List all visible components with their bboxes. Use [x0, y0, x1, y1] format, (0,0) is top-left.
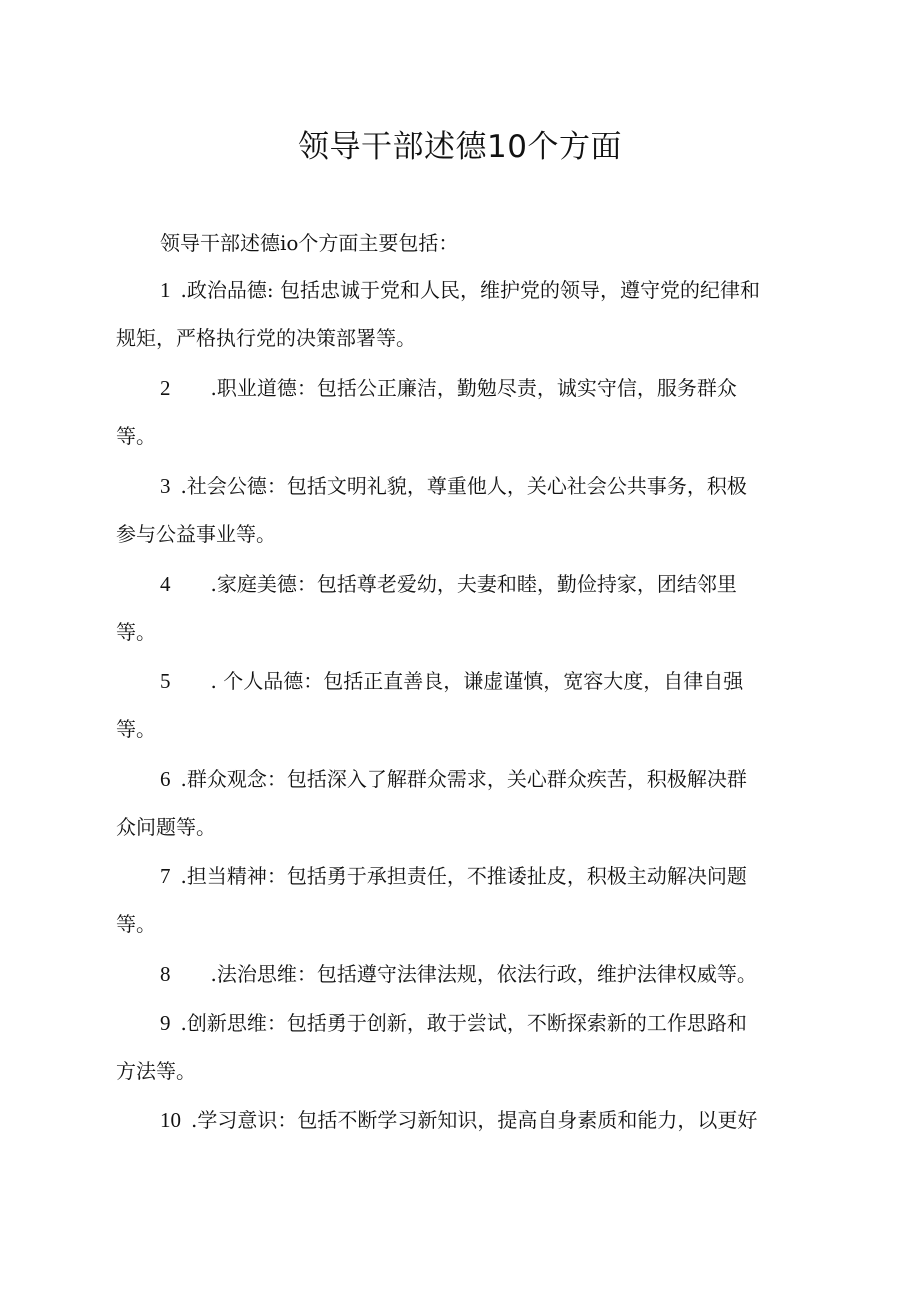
- list-item-line: [160, 764, 747, 794]
- item-number: 9: [160, 1011, 171, 1035]
- item-text: .政治品德: 包括忠诚于党和人民，维护党的领导，遵守党的纪律和: [180, 278, 760, 302]
- document-title: 领导干部述德10个方面: [298, 129, 622, 165]
- list-item-continuation: 参与公益事业等。: [116, 522, 276, 546]
- item-text: .创新思维：包括勇于创新，敢于尝试，不断探索新的工作思路和: [180, 1011, 747, 1035]
- item-number: 1: [160, 278, 171, 302]
- list-item-continuation: 众问题等。: [116, 815, 216, 839]
- list-item-line: [160, 666, 743, 696]
- list-item-line: [160, 1105, 757, 1135]
- item-number: 6: [160, 767, 171, 791]
- list-item-line: [160, 373, 737, 403]
- item-number: 3: [160, 474, 171, 498]
- list-item-continuation: 等。: [116, 620, 156, 644]
- list-item-continuation: 等。: [116, 912, 156, 936]
- list-item-line: [160, 959, 757, 989]
- item-text: .社会公德：包括文明礼貌，尊重他人，关心社会公共事务，积极: [180, 474, 747, 498]
- item-text: . 个人品德：包括正直善良，谦虚谨慎，宽容大度，自律自强: [210, 669, 744, 693]
- list-item-continuation: 规矩，严格执行党的决策部署等。: [116, 326, 416, 350]
- item-text: .家庭美德：包括尊老爱幼，夫妻和睦，勤俭持家，团结邻里: [210, 572, 737, 596]
- item-text: .学习意识：包括不断学习新知识，提高自身素质和能力，以更好: [191, 1108, 758, 1132]
- item-number: 5: [160, 669, 171, 693]
- list-item-line: [160, 569, 737, 599]
- item-text: .职业道德：包括公正廉洁，勤勉尽责，诚实守信，服务群众: [210, 376, 737, 400]
- list-item-continuation: 等。: [116, 717, 156, 741]
- item-text: .群众观念：包括深入了解群众需求，关心群众疾苦，积极解决群: [180, 767, 747, 791]
- item-text: .担当精神：包括勇于承担责任，不推诿扯皮，积极主动解决问题: [180, 864, 747, 888]
- list-item-line: [160, 471, 747, 501]
- list-item-continuation: 方法等。: [116, 1059, 196, 1083]
- list-item-line: [160, 861, 747, 891]
- list-item-line: [160, 275, 760, 305]
- item-number: 10: [160, 1108, 181, 1132]
- intro-paragraph: 领导干部述德io个方面主要包括：: [160, 231, 459, 255]
- list-item-line: [160, 1008, 747, 1038]
- list-item-continuation: 等。: [116, 424, 156, 448]
- item-number: 8: [160, 962, 171, 986]
- item-text: .法治思维：包括遵守法律法规，依法行政，维护法律权威等。: [210, 962, 757, 986]
- item-number: 4: [160, 572, 171, 596]
- item-number: 7: [160, 864, 171, 888]
- item-number: 2: [160, 376, 171, 400]
